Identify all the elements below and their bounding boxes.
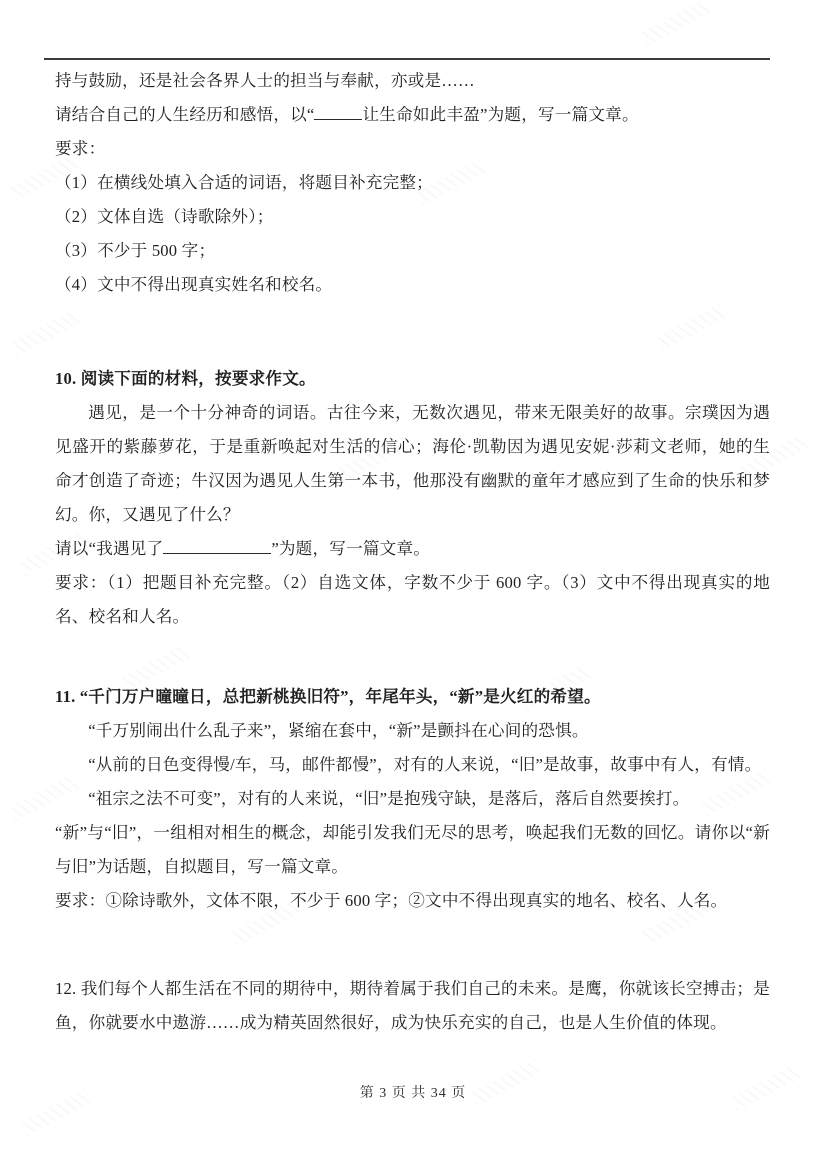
q10-requirements: 要求：（1）把题目补充完整。（2）自选文体，字数不少于 600 字。（3）文中不得出现真实的地名、校名和人名。 (55, 573, 770, 626)
q11-paragraph-4: “新”与“旧”，一组相对相生的概念，却能引发我们无尽的思考，唤起我们无数的回忆。请你以“新与旧”为话题，自拟题目，写一篇文章。 (55, 823, 770, 876)
q9-title-suffix: 让生命如此丰盈”为题，写一篇文章。 (362, 105, 639, 124)
q9-title-prefix: 请结合自己的人生经历和感悟，以“ (55, 105, 315, 124)
document-body (55, 0, 770, 1040)
top-rule (44, 58, 770, 60)
q10-title-prefix: 请以“我遇见了 (55, 539, 164, 558)
q9-continuation-line: 持与鼓励，还是社会各界人士的担当与奉献，亦或是…… (55, 71, 475, 90)
q12-paragraph: 12. 我们每个人都生活在不同的期待中，期待着属于我们自己的未来。是鹰，你就该长空搏击；是鱼，你就要水中遨游……成为精英固然很好，成为快乐充实的自己，也是人生价值的体现。 (55, 979, 770, 1032)
q11-paragraph-2: “从前的日色变得慢/车，马，邮件都慢”，对有的人来说，“旧”是故事，故事中有人，有情。 (88, 755, 762, 774)
q11-heading: 11. “千门万户曈曈日，总把新桃换旧符”，年尾年头，“新”是火红的希望。 (55, 687, 601, 706)
q9-requirement-4: （4）文中不得出现真实姓名和校名。 (55, 275, 333, 294)
q10-heading: 10. 阅读下面的材料，按要求作文。 (55, 369, 316, 388)
q9-requirement-3: （3）不少于 500 字； (55, 241, 216, 260)
q10-material-paragraph: 遇见，是一个十分神奇的词语。古往今来，无数次遇见，带来无限美好的故事。宗璞因为遇见盛开的紫藤萝花，于是重新唤起对生活的信心；海伦·凯勒因为遇见安妮·莎莉文老师，她的生命才创造了奇迹；牛汉因为遇见人生第一本书，他那没有幽默的童年才感应到了生命的快乐和梦幻。你，又遇见了什么？ (55, 403, 770, 524)
q11-paragraph-1: “千万别闹出什么乱子来”，紧缩在套中，“新”是颤抖在心间的恐惧。 (88, 721, 589, 740)
q9-requirements-label: 要求： (55, 139, 106, 158)
q9-title-line (55, 98, 770, 132)
q11-requirements: 要求：①除诗歌外，文体不限，不少于 600 字；②文中不得出现真实的地名、校名、人名。 (55, 891, 728, 910)
q9-requirement-1: （1）在横线处填入合适的词语，将题目补充完整； (55, 173, 433, 192)
page-number: 第 3 页 共 34 页 (359, 1086, 467, 1101)
q9-requirement-2: （2）文体自选（诗歌除外）； (55, 207, 274, 226)
q9-title-blank-line (314, 102, 362, 120)
q10-title-line (55, 532, 770, 566)
q10-title-suffix: ”为题，写一篇文章。 (271, 539, 431, 558)
q11-paragraph-3: “祖宗之法不可变”，对有的人来说，“旧”是抱残守缺，是落后，落后自然要挨打。 (88, 789, 690, 808)
q10-title-blank-line (163, 536, 271, 554)
